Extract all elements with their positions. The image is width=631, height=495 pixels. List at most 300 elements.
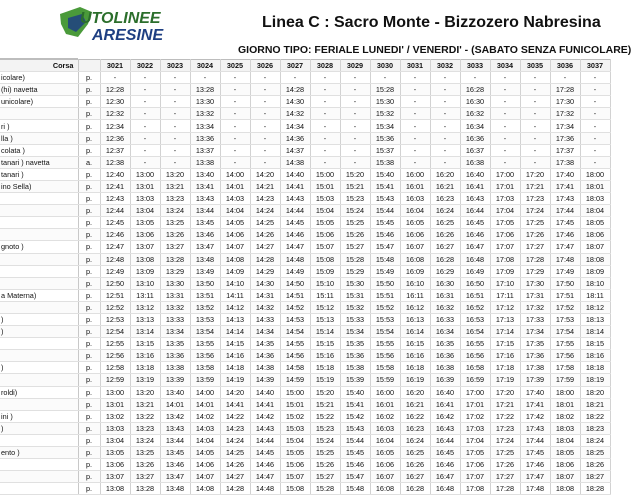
- arrival-departure-flag: p.: [78, 120, 100, 132]
- time-cell: 17:21: [490, 398, 520, 410]
- time-cell: 18:08: [580, 253, 610, 265]
- time-cell: 18:26: [580, 459, 610, 471]
- time-cell: 13:42: [160, 410, 190, 422]
- time-cell: 15:23: [310, 422, 340, 434]
- time-cell: 14:33: [250, 313, 280, 325]
- time-cell: 15:28: [340, 253, 370, 265]
- time-cell: 15:04: [310, 205, 340, 217]
- time-cell: 12:40: [100, 168, 130, 180]
- time-cell: 17:28: [490, 483, 520, 495]
- time-cell: 13:20: [160, 168, 190, 180]
- table-row: [0, 483, 610, 495]
- time-cell: 14:58: [280, 362, 310, 374]
- time-cell: 14:28: [220, 483, 250, 495]
- time-cell: 12:38: [100, 156, 130, 168]
- time-cell: 15:58: [370, 362, 400, 374]
- time-cell: 16:25: [430, 217, 460, 229]
- time-cell: 14:22: [220, 410, 250, 422]
- time-cell: 16:24: [400, 434, 430, 446]
- time-cell: 18:02: [550, 410, 580, 422]
- time-cell: 16:05: [400, 217, 430, 229]
- time-cell: 14:55: [280, 338, 310, 350]
- run-number: 3037: [580, 60, 610, 72]
- time-cell: 13:49: [190, 265, 220, 277]
- time-cell: -: [340, 132, 370, 144]
- table-row: [0, 326, 610, 338]
- time-cell: 16:18: [400, 362, 430, 374]
- time-cell: -: [520, 120, 550, 132]
- time-cell: 17:43: [520, 422, 550, 434]
- time-cell: 15:49: [370, 265, 400, 277]
- time-cell: 14:45: [280, 217, 310, 229]
- time-cell: 16:26: [400, 459, 430, 471]
- time-cell: 14:28: [250, 253, 280, 265]
- time-cell: 16:28: [460, 84, 490, 96]
- time-cell: 17:25: [520, 217, 550, 229]
- time-cell: 16:06: [370, 459, 400, 471]
- time-cell: 16:31: [430, 289, 460, 301]
- time-cell: -: [160, 84, 190, 96]
- time-cell: 16:01: [400, 180, 430, 192]
- time-cell: 16:30: [430, 277, 460, 289]
- time-cell: 13:27: [160, 241, 190, 253]
- time-cell: 18:07: [580, 241, 610, 253]
- time-cell: 16:10: [400, 277, 430, 289]
- time-cell: 13:44: [190, 205, 220, 217]
- time-cell: 15:37: [370, 144, 400, 156]
- time-cell: 13:04: [130, 205, 160, 217]
- stop-name: tanari ) navetta: [0, 156, 78, 168]
- time-cell: 13:22: [130, 410, 160, 422]
- time-cell: 15:38: [340, 362, 370, 374]
- time-cell: 15:42: [340, 410, 370, 422]
- table-row: [0, 241, 610, 253]
- time-cell: 18:25: [580, 447, 610, 459]
- time-cell: 14:47: [250, 471, 280, 483]
- time-cell: -: [490, 120, 520, 132]
- time-cell: 15:41: [370, 180, 400, 192]
- time-cell: -: [490, 96, 520, 108]
- time-cell: 18:04: [580, 205, 610, 217]
- stop-name: [0, 108, 78, 120]
- stop-name: (hi) navetta: [0, 84, 78, 96]
- time-cell: 15:20: [310, 386, 340, 398]
- time-cell: -: [580, 120, 610, 132]
- arrival-departure-flag: p.: [78, 362, 100, 374]
- time-cell: 16:23: [430, 193, 460, 205]
- stop-name: [0, 277, 78, 289]
- time-cell: 17:20: [520, 168, 550, 180]
- time-cell: 15:40: [340, 386, 370, 398]
- time-cell: 13:08: [130, 253, 160, 265]
- time-cell: -: [130, 144, 160, 156]
- table-row: [0, 459, 610, 471]
- stop-name: ): [0, 326, 78, 338]
- time-cell: 15:48: [370, 253, 400, 265]
- time-cell: 16:53: [460, 313, 490, 325]
- time-cell: 17:35: [520, 338, 550, 350]
- time-cell: 15:32: [370, 108, 400, 120]
- time-cell: 15:56: [370, 350, 400, 362]
- arrival-departure-flag: p.: [78, 84, 100, 96]
- stop-name: [0, 374, 78, 386]
- time-cell: -: [190, 72, 220, 84]
- time-cell: 16:44: [460, 205, 490, 217]
- time-cell: 14:46: [280, 229, 310, 241]
- time-cell: 17:55: [550, 338, 580, 350]
- time-cell: -: [100, 72, 130, 84]
- time-cell: 15:05: [310, 217, 340, 229]
- time-cell: -: [130, 96, 160, 108]
- time-cell: 18:23: [580, 422, 610, 434]
- time-cell: -: [430, 72, 460, 84]
- time-cell: 13:48: [190, 253, 220, 265]
- time-cell: 12:55: [100, 338, 130, 350]
- time-cell: 13:25: [130, 447, 160, 459]
- time-cell: 17:06: [490, 229, 520, 241]
- run-number: 3036: [550, 60, 580, 72]
- arrival-departure-flag: p.: [78, 398, 100, 410]
- table-row: [0, 471, 610, 483]
- time-cell: 16:56: [460, 350, 490, 362]
- time-cell: 15:40: [370, 168, 400, 180]
- table-row: [0, 96, 610, 108]
- time-cell: -: [490, 84, 520, 96]
- time-cell: 14:32: [280, 108, 310, 120]
- time-cell: 17:00: [490, 168, 520, 180]
- time-cell: 16:37: [460, 144, 490, 156]
- run-number: 3031: [400, 60, 430, 72]
- time-cell: -: [160, 108, 190, 120]
- time-cell: 15:59: [370, 374, 400, 386]
- time-cell: 16:30: [460, 96, 490, 108]
- time-cell: 17:05: [490, 217, 520, 229]
- stop-name: ini ): [0, 410, 78, 422]
- time-cell: 18:06: [550, 459, 580, 471]
- time-cell: 12:45: [100, 217, 130, 229]
- run-number: 3025: [220, 60, 250, 72]
- logo-text-top: UTOLINEE: [80, 10, 161, 27]
- time-cell: 18:12: [580, 301, 610, 313]
- time-cell: 14:11: [220, 289, 250, 301]
- time-cell: 17:36: [550, 132, 580, 144]
- arrival-departure-flag: p.: [78, 265, 100, 277]
- run-number: 3035: [520, 60, 550, 72]
- table-row: [0, 84, 610, 96]
- stop-name: icolare): [0, 72, 78, 84]
- time-cell: 17:03: [490, 193, 520, 205]
- time-cell: 16:40: [460, 168, 490, 180]
- time-cell: 14:45: [250, 447, 280, 459]
- time-cell: 13:47: [190, 241, 220, 253]
- timetable: [0, 59, 611, 495]
- time-cell: 14:44: [280, 205, 310, 217]
- table-row: [0, 338, 610, 350]
- time-cell: -: [130, 156, 160, 168]
- time-cell: 16:21: [430, 180, 460, 192]
- time-cell: 17:38: [550, 156, 580, 168]
- time-cell: 15:07: [310, 241, 340, 253]
- time-cell: 13:01: [100, 398, 130, 410]
- time-cell: -: [340, 120, 370, 132]
- time-cell: 13:32: [190, 108, 220, 120]
- time-cell: 12:41: [100, 180, 130, 192]
- time-cell: 17:09: [490, 265, 520, 277]
- time-cell: 14:36: [280, 132, 310, 144]
- time-cell: 17:34: [520, 326, 550, 338]
- time-cell: 13:30: [160, 277, 190, 289]
- time-cell: -: [130, 132, 160, 144]
- time-cell: -: [430, 156, 460, 168]
- time-cell: 13:11: [130, 289, 160, 301]
- time-cell: 16:34: [430, 326, 460, 338]
- arrival-departure-flag: p.: [78, 217, 100, 229]
- corsa-label: Corsa: [0, 60, 78, 72]
- time-cell: 14:24: [220, 434, 250, 446]
- time-cell: 13:40: [160, 386, 190, 398]
- time-cell: 16:23: [400, 422, 430, 434]
- time-cell: 15:00: [280, 386, 310, 398]
- time-cell: 15:25: [310, 447, 340, 459]
- time-cell: 15:23: [340, 193, 370, 205]
- time-cell: -: [430, 108, 460, 120]
- time-cell: 16:58: [460, 362, 490, 374]
- time-cell: 14:24: [250, 205, 280, 217]
- time-cell: 15:46: [370, 229, 400, 241]
- time-cell: -: [400, 108, 430, 120]
- stop-name: unicolare): [0, 96, 78, 108]
- time-cell: 16:49: [460, 265, 490, 277]
- time-cell: 14:23: [220, 422, 250, 434]
- arrival-departure-flag: p.: [78, 132, 100, 144]
- time-cell: 18:15: [580, 338, 610, 350]
- time-cell: 12:34: [100, 120, 130, 132]
- time-cell: 16:03: [400, 193, 430, 205]
- time-cell: 18:00: [550, 386, 580, 398]
- run-number: 3033: [460, 60, 490, 72]
- time-cell: 17:18: [490, 362, 520, 374]
- time-cell: 14:26: [220, 459, 250, 471]
- arrival-departure-flag: p.: [78, 386, 100, 398]
- arrival-departure-flag: p.: [78, 338, 100, 350]
- time-cell: 15:53: [370, 313, 400, 325]
- time-cell: 18:27: [580, 471, 610, 483]
- time-cell: 17:40: [520, 386, 550, 398]
- time-cell: 12:30: [100, 96, 130, 108]
- arrival-departure-flag: p.: [78, 483, 100, 495]
- time-cell: -: [340, 108, 370, 120]
- time-cell: 17:12: [490, 301, 520, 313]
- time-cell: -: [400, 144, 430, 156]
- time-cell: 17:28: [520, 253, 550, 265]
- time-cell: 14:38: [280, 156, 310, 168]
- time-cell: 17:16: [490, 350, 520, 362]
- time-cell: 14:06: [190, 459, 220, 471]
- time-cell: 17:07: [460, 471, 490, 483]
- time-cell: -: [490, 72, 520, 84]
- time-cell: 17:13: [490, 313, 520, 325]
- table-row: [0, 313, 610, 325]
- autolinee-varesine-logo: [58, 4, 208, 42]
- time-cell: 16:14: [400, 326, 430, 338]
- time-cell: 15:29: [340, 265, 370, 277]
- time-cell: 15:48: [340, 483, 370, 495]
- time-cell: 13:55: [190, 338, 220, 350]
- stop-name: gnoto ): [0, 241, 78, 253]
- time-cell: 14:40: [280, 168, 310, 180]
- time-cell: 17:33: [520, 313, 550, 325]
- time-cell: 17:22: [490, 410, 520, 422]
- time-cell: 14:41: [250, 398, 280, 410]
- time-cell: 18:08: [550, 483, 580, 495]
- time-cell: 13:19: [130, 374, 160, 386]
- time-cell: 16:00: [370, 386, 400, 398]
- time-cell: 14:23: [250, 193, 280, 205]
- arrival-departure-flag: p.: [78, 459, 100, 471]
- time-cell: 16:46: [430, 459, 460, 471]
- time-cell: 16:12: [400, 301, 430, 313]
- time-cell: 15:43: [370, 193, 400, 205]
- time-cell: 13:25: [160, 217, 190, 229]
- time-cell: 16:48: [460, 253, 490, 265]
- time-cell: 13:39: [160, 374, 190, 386]
- time-cell: 18:24: [580, 434, 610, 446]
- time-cell: 13:34: [160, 326, 190, 338]
- time-cell: 16:20: [430, 168, 460, 180]
- arrival-departure-flag: p.: [78, 241, 100, 253]
- time-cell: 17:04: [490, 205, 520, 217]
- time-cell: 12:36: [100, 132, 130, 144]
- stop-name: tanari ): [0, 168, 78, 180]
- time-cell: 13:00: [100, 386, 130, 398]
- time-cell: 15:22: [310, 410, 340, 422]
- time-cell: 15:15: [310, 338, 340, 350]
- time-cell: 16:27: [400, 471, 430, 483]
- stop-name: colata ): [0, 144, 78, 156]
- time-cell: 13:04: [100, 434, 130, 446]
- time-cell: 14:05: [190, 447, 220, 459]
- arrival-departure-flag: p.: [78, 277, 100, 289]
- time-cell: 14:00: [220, 168, 250, 180]
- time-cell: 16:07: [370, 471, 400, 483]
- table-row: [0, 253, 610, 265]
- time-cell: 13:24: [130, 434, 160, 446]
- time-cell: 16:43: [430, 422, 460, 434]
- time-cell: 13:02: [100, 410, 130, 422]
- time-cell: -: [550, 72, 580, 84]
- time-cell: 13:52: [190, 301, 220, 313]
- time-cell: 15:19: [310, 374, 340, 386]
- time-cell: 14:37: [280, 144, 310, 156]
- time-cell: 12:43: [100, 193, 130, 205]
- time-cell: 15:13: [310, 313, 340, 325]
- time-cell: 14:42: [250, 410, 280, 422]
- time-cell: 14:41: [220, 398, 250, 410]
- time-cell: 17:29: [520, 265, 550, 277]
- time-cell: 16:41: [430, 398, 460, 410]
- time-cell: 13:26: [130, 459, 160, 471]
- time-cell: 16:55: [460, 338, 490, 350]
- time-cell: -: [250, 156, 280, 168]
- time-cell: -: [160, 156, 190, 168]
- time-cell: -: [310, 108, 340, 120]
- time-cell: 14:49: [280, 265, 310, 277]
- time-cell: -: [220, 120, 250, 132]
- time-cell: 17:50: [550, 277, 580, 289]
- time-cell: 14:29: [250, 265, 280, 277]
- time-cell: 15:54: [370, 326, 400, 338]
- time-cell: -: [160, 144, 190, 156]
- time-cell: 16:54: [460, 326, 490, 338]
- time-cell: 14:18: [220, 362, 250, 374]
- time-cell: 15:30: [370, 96, 400, 108]
- time-cell: 17:24: [490, 434, 520, 446]
- time-cell: 14:13: [220, 313, 250, 325]
- time-cell: 16:11: [400, 289, 430, 301]
- time-cell: -: [370, 72, 400, 84]
- time-cell: 16:19: [400, 374, 430, 386]
- stop-name: a Materna): [0, 289, 78, 301]
- time-cell: 15:08: [280, 483, 310, 495]
- time-cell: 18:03: [580, 193, 610, 205]
- time-cell: 14:53: [280, 313, 310, 325]
- time-cell: 17:44: [550, 205, 580, 217]
- run-number: 3024: [190, 60, 220, 72]
- time-cell: 17:00: [460, 386, 490, 398]
- time-cell: 17:30: [550, 96, 580, 108]
- run-number: 3026: [250, 60, 280, 72]
- time-cell: -: [430, 96, 460, 108]
- stop-name: ): [0, 313, 78, 325]
- time-cell: 15:20: [340, 168, 370, 180]
- time-cell: 15:12: [310, 301, 340, 313]
- time-cell: 13:21: [160, 180, 190, 192]
- time-cell: 16:32: [460, 108, 490, 120]
- time-cell: 14:14: [220, 326, 250, 338]
- time-cell: 15:46: [340, 459, 370, 471]
- time-cell: 17:01: [460, 398, 490, 410]
- time-cell: -: [520, 156, 550, 168]
- time-cell: 16:41: [460, 180, 490, 192]
- stop-name: [0, 205, 78, 217]
- time-cell: 18:18: [580, 362, 610, 374]
- table-row: [0, 108, 610, 120]
- time-cell: 15:44: [370, 205, 400, 217]
- time-cell: 13:03: [130, 193, 160, 205]
- time-cell: 14:25: [250, 217, 280, 229]
- time-cell: 13:48: [160, 483, 190, 495]
- time-cell: 14:32: [250, 301, 280, 313]
- time-cell: 15:26: [340, 229, 370, 241]
- time-cell: 15:32: [340, 301, 370, 313]
- time-cell: 13:51: [190, 289, 220, 301]
- stop-name: [0, 217, 78, 229]
- table-row: [0, 265, 610, 277]
- header-row: [0, 60, 610, 72]
- time-cell: 18:11: [580, 289, 610, 301]
- time-cell: 13:43: [190, 193, 220, 205]
- time-cell: 18:07: [550, 471, 580, 483]
- time-cell: 16:47: [460, 241, 490, 253]
- stop-name: ): [0, 422, 78, 434]
- time-cell: 14:02: [190, 410, 220, 422]
- arrival-departure-flag: p.: [78, 180, 100, 192]
- table-row: [0, 217, 610, 229]
- time-cell: 13:56: [190, 350, 220, 362]
- time-cell: 13:35: [160, 338, 190, 350]
- time-cell: 13:18: [130, 362, 160, 374]
- time-cell: 17:53: [550, 313, 580, 325]
